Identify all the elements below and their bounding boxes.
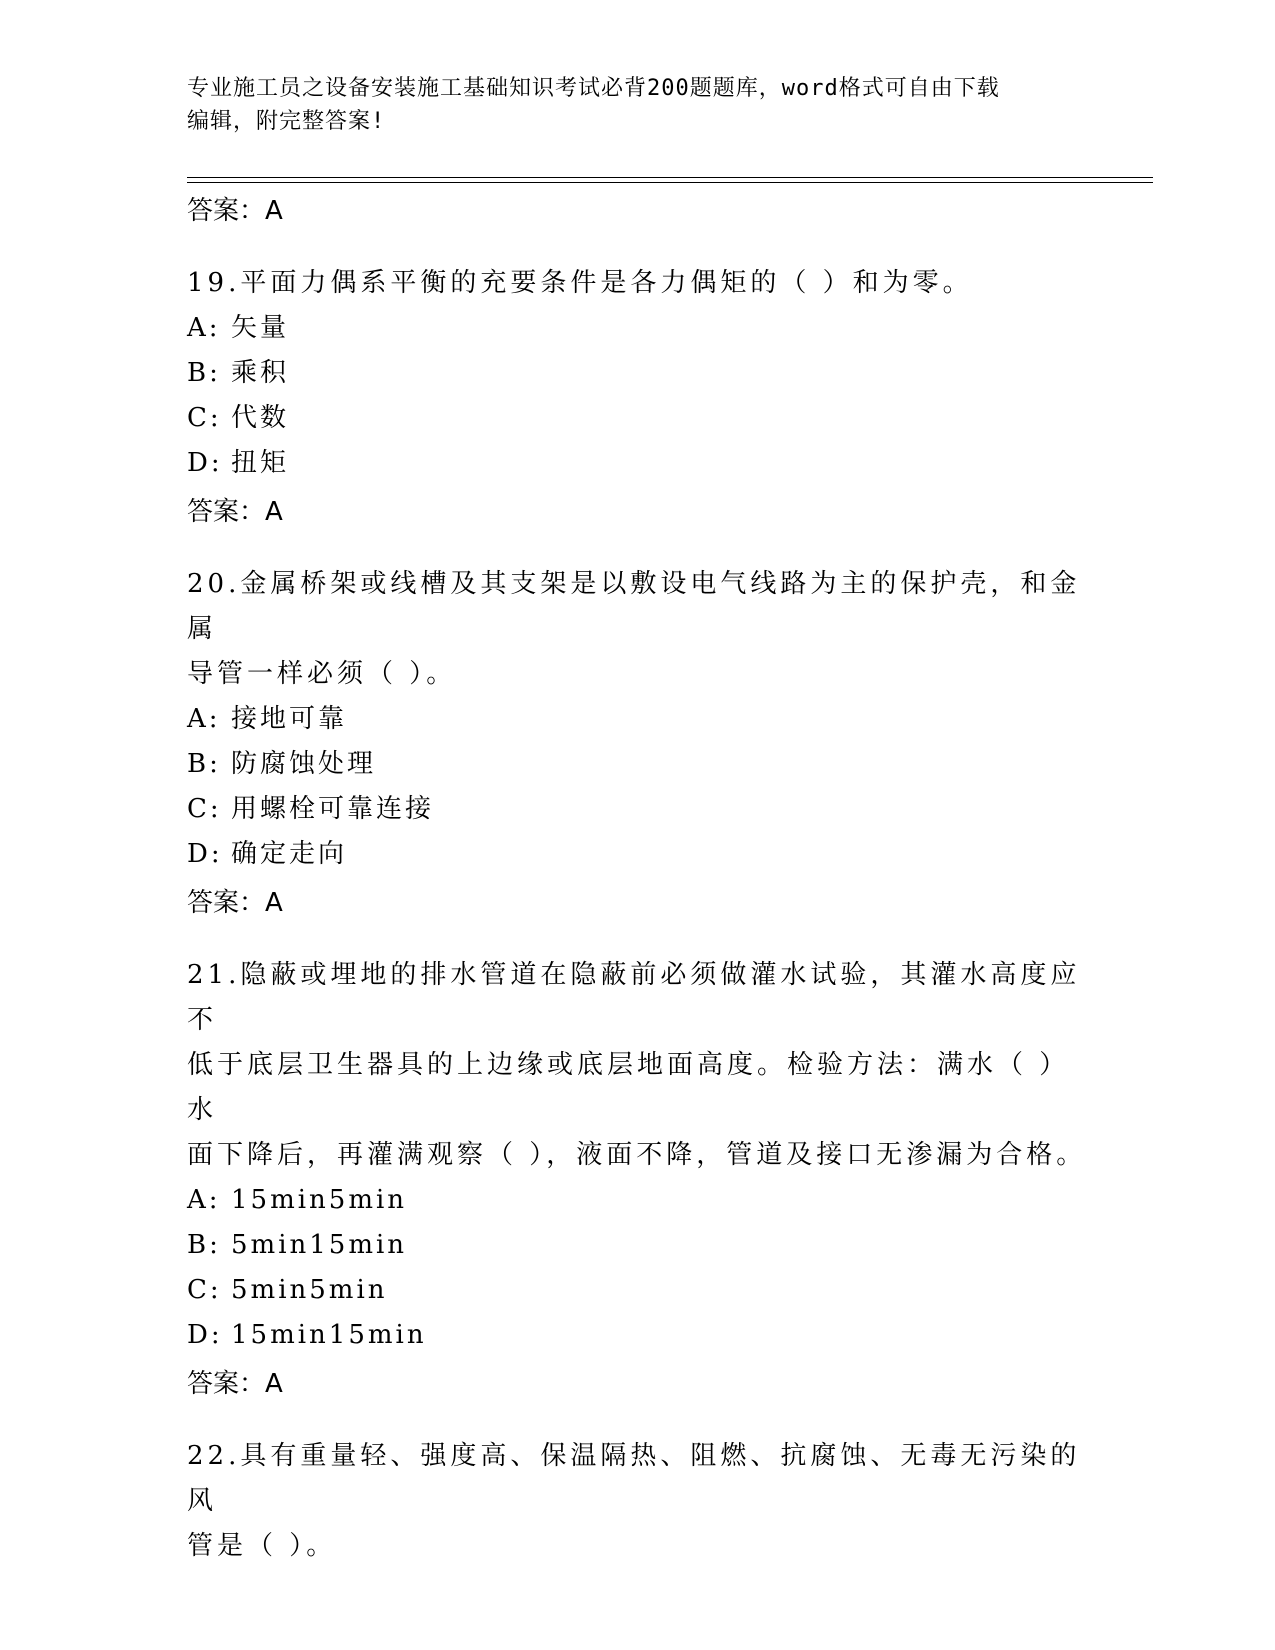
option-letter: D:	[187, 1320, 223, 1350]
stem-line: 21.隐蔽或埋地的排水管道在隐蔽前必须做灌水试验，其灌水高度应不	[187, 960, 1081, 1035]
option-b	[187, 351, 1087, 396]
option-b	[187, 742, 1087, 787]
question-20	[187, 562, 1087, 929]
header-rule-top	[187, 177, 1153, 178]
option-text: 接地可靠	[231, 704, 348, 734]
option-letter: A:	[187, 704, 221, 734]
option-a	[187, 1178, 1087, 1223]
stem-line: 管是（ ）。	[187, 1531, 337, 1561]
option-d	[187, 832, 1087, 877]
option-d	[187, 441, 1087, 486]
option-c	[187, 787, 1087, 832]
option-a	[187, 697, 1087, 742]
option-text: 5min5min	[231, 1275, 388, 1305]
option-letter: B:	[187, 1230, 221, 1260]
option-text: 15min15min	[231, 1320, 427, 1350]
option-letter: D:	[187, 839, 223, 869]
question-22	[187, 1434, 1087, 1569]
stem-line: 22.具有重量轻、强度高、保温隔热、阻燃、抗腐蚀、无毒无污染的风	[187, 1441, 1081, 1516]
header-line-1: 专业施工员之设备安装施工基础知识考试必背200题题库，word格式可自由下载	[187, 76, 1000, 101]
option-text: 乘积	[231, 358, 290, 388]
question-stem	[187, 953, 1087, 1178]
answer-line: 答案：A	[187, 196, 283, 226]
option-letter: A:	[187, 313, 221, 343]
option-a	[187, 306, 1087, 351]
option-text: 确定走向	[231, 839, 348, 869]
option-letter: B:	[187, 358, 221, 388]
question-stem	[187, 1434, 1087, 1569]
document-body	[187, 185, 1087, 1569]
option-text: 用螺栓可靠连接	[231, 794, 435, 824]
option-text: 矢量	[231, 313, 290, 343]
stem-line: 低于底层卫生器具的上边缘或底层地面高度。检验方法：满水（ ）水	[187, 1050, 1070, 1125]
option-text: 5min15min	[231, 1230, 408, 1260]
option-c	[187, 1268, 1087, 1313]
option-text: 代数	[231, 403, 290, 433]
answer-line: 答案：A	[187, 497, 283, 527]
question-19	[187, 261, 1087, 538]
option-b	[187, 1223, 1087, 1268]
option-d	[187, 1313, 1087, 1358]
stem-line: 20.金属桥架或线槽及其支架是以敷设电气线路为主的保护壳，和金属	[187, 569, 1081, 644]
header-rule-bottom	[187, 182, 1153, 183]
answer-line: 答案：A	[187, 1369, 283, 1399]
stem-line: 19.平面力偶系平衡的充要条件是各力偶矩的（ ）和为零。	[187, 268, 973, 298]
option-letter: C:	[187, 403, 222, 433]
question-stem	[187, 261, 1087, 306]
option-c	[187, 396, 1087, 441]
header-line-2: 编辑，附完整答案!	[187, 109, 386, 134]
option-letter: C:	[187, 794, 222, 824]
stem-line: 导管一样必须（ ）。	[187, 659, 457, 689]
option-letter: A:	[187, 1185, 221, 1215]
option-text: 15min5min	[231, 1185, 408, 1215]
document-header	[187, 72, 1087, 138]
option-letter: C:	[187, 1275, 222, 1305]
question-21	[187, 953, 1087, 1410]
option-text: 防腐蚀处理	[231, 749, 377, 779]
option-text: 扭矩	[231, 448, 290, 478]
option-letter: B:	[187, 749, 221, 779]
stem-line: 面下降后，再灌满观察（ ），液面不降，管道及接口无渗漏为合格。	[187, 1140, 1087, 1170]
answer-line: 答案：A	[187, 888, 283, 918]
question-stem	[187, 562, 1087, 697]
option-letter: D:	[187, 448, 223, 478]
